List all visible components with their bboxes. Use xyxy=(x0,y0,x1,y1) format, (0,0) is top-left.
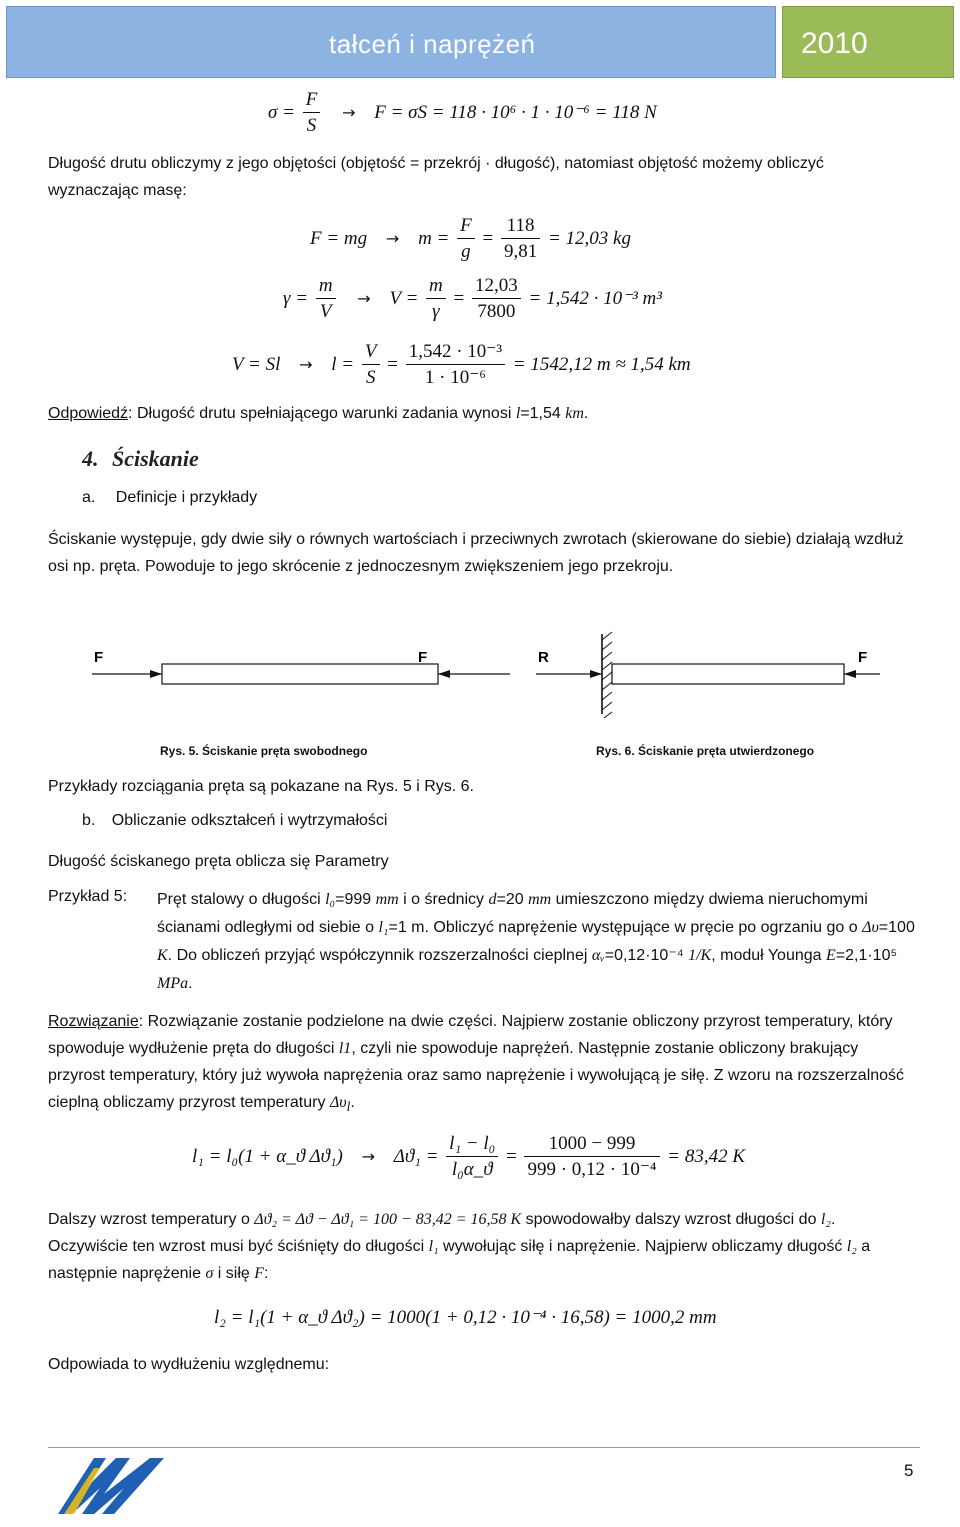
frac-num: F xyxy=(457,214,475,239)
fraction xyxy=(406,340,505,391)
header-title: tałceń i naprężeń xyxy=(329,29,536,59)
answer-text: : Długość drutu spełniającego warunki zadania wynosi xyxy=(128,405,516,422)
figure-caption-6: Rys. 6. Ściskanie pręta utwierdzonego xyxy=(596,744,815,758)
section-number: 4. xyxy=(82,446,99,471)
paragraph-wire-length: Długość drutu obliczymy z jego objętości (objętość = przekrój · długość), natomiast objętość możemy obliczyć wyznaczając masę: xyxy=(48,155,824,199)
var: l₁ xyxy=(378,919,389,936)
text: . Oczywiście ten wzrost musi być ściśnięty do długości xyxy=(48,1211,836,1255)
text: =20 xyxy=(496,891,529,908)
equation-volume: γ = $\frac{m}{V}$ → V = $\frac{m}{\gamma}$ = $\frac{12,03}{7800}$ = 1,542 · 10⁻³ m³ xyxy=(283,274,662,325)
page-header xyxy=(6,6,954,78)
equation-temperature: l₁ = l₀(1 + α_ϑ Δϑ₁) → Δϑ₁ = $\frac{\text{l₁ − l₀}}{\text{l₀α\_ϑ}}$ = $\frac{1000 - 999}{\text{999 · 0,12 · 10⁻⁴}}$ = 83,42 K xyxy=(192,1132,745,1183)
solution-label: Rozwiązanie xyxy=(48,1013,139,1030)
text: =2,1·10⁵ xyxy=(835,947,898,964)
compression-figures xyxy=(80,630,900,720)
var: Δυ xyxy=(862,919,879,936)
fraction xyxy=(446,1132,498,1183)
arrow-icon: → xyxy=(342,102,356,122)
text: . xyxy=(188,975,193,992)
fraction xyxy=(524,1132,659,1183)
frac-num: F xyxy=(303,88,321,113)
frac-num: V xyxy=(362,340,380,365)
var: Δυ xyxy=(329,1094,347,1111)
arrow-head-icon xyxy=(590,670,602,678)
eq-part: V = xyxy=(389,287,419,309)
unit: MPa xyxy=(157,975,189,992)
section-title: Ściskanie xyxy=(112,446,199,471)
frac-num: 118 xyxy=(501,214,540,239)
paragraph-relative-elongation: Odpowiada to wydłużeniu względnemu: xyxy=(48,1356,330,1373)
frac-den: V xyxy=(319,301,332,322)
text: =1 m. Obliczyć naprężenie występujące w pręcie po ogrzaniu go o xyxy=(388,919,863,936)
eq-part: γ = xyxy=(283,287,309,309)
var: σ xyxy=(205,1265,214,1282)
frac-den: 7800 xyxy=(477,301,516,322)
var: αᵥ xyxy=(591,947,605,964)
paragraph-examples: Przykłady rozciągania pręta są pokazane na Rys. 5 i Rys. 6. xyxy=(48,778,474,795)
equation-l2: l₂ = l₁(1 + α_ϑ Δϑ₂) = 1000(1 + 0,12 · 10⁻⁴ · 16,58) = 1000,2 mm xyxy=(214,1307,717,1328)
fraction xyxy=(316,274,336,325)
frac-num: 1000 − 999 xyxy=(524,1132,659,1157)
answer-end: . xyxy=(583,405,589,422)
fraction xyxy=(472,274,521,325)
logo-icon xyxy=(54,1454,168,1518)
paragraph-further-growth xyxy=(48,1206,918,1287)
text: =999 xyxy=(335,891,376,908)
text: umieszczono między dwiema nieruchomymi ścianami odległymi od siebie o xyxy=(157,891,868,936)
unit: K xyxy=(157,947,168,964)
frac-num: m xyxy=(426,274,446,299)
eq-part: l₁ = l₀(1 + α_ϑ Δϑ₁) xyxy=(192,1145,343,1167)
frac-num: m xyxy=(316,274,336,299)
subscript: l xyxy=(346,1099,351,1115)
var: l₂ xyxy=(820,1211,831,1228)
answer-line xyxy=(48,400,918,427)
frac-num: 1,542 · 10⁻³ xyxy=(406,340,505,365)
arrow-icon: → xyxy=(299,354,313,374)
paragraph-compression-definition: Ściskanie występuje, gdy dwie siły o równych wartościach i przeciwnych zwrotach (skierowane do siebie) działają wzdłuż osi np. pręta. Powoduje to jego skrócenie z jednoczesnym zwiększeniem jego przekroju. xyxy=(48,531,904,575)
equation-length: V = Sl → l = $\frac{V}{S}$ = $\frac{\text{1,542 · 10⁻³}}{\text{1 · 10⁻⁶}}$ = 1542,12 m ≈ 1,54 km xyxy=(232,340,691,391)
answer-var: l xyxy=(515,405,521,422)
text: . xyxy=(350,1094,355,1111)
eq-part: V = Sl xyxy=(232,353,281,375)
fraction xyxy=(426,274,446,325)
frac-den: S xyxy=(306,115,317,136)
arrow-head-icon xyxy=(150,670,162,678)
equation-stress xyxy=(268,88,657,139)
force-label: F xyxy=(94,649,104,666)
header-title-bar xyxy=(6,6,776,78)
text: =100 xyxy=(878,919,915,936)
text: Dalszy wzrost temperatury o xyxy=(48,1211,255,1228)
text: , czyli nie spowoduje naprężeń. Następnie zostanie obliczony brakujący przyrost temperatury, który już wywoła naprężenia oraz samo naprężenie i wywołującą je siłę. Z wzoru na rozszerzalność cieplną obliczamy przyrost temperatury xyxy=(48,1040,905,1111)
frac-num: 12,03 xyxy=(472,274,521,299)
subsection-label: b. xyxy=(82,812,96,829)
force-label: F xyxy=(418,649,428,666)
equation-mass: F = mg → m = $\frac{F}{g}$ = $\frac{118}{9,81}$ = 12,03 kg xyxy=(310,214,631,265)
var: l₁ xyxy=(428,1238,439,1255)
eq-result: = 83,42 K xyxy=(667,1145,746,1167)
eq-result: = 1542,12 m ≈ 1,54 km xyxy=(512,353,691,375)
text: =0,12·10⁻⁴ xyxy=(604,947,689,964)
fraction xyxy=(303,88,321,139)
example-text xyxy=(157,886,917,998)
var: l1 xyxy=(338,1040,352,1057)
var: E xyxy=(825,947,836,964)
frac-num: l₁ − l₀ xyxy=(446,1132,498,1157)
frac-den: 9,81 xyxy=(503,241,538,262)
text: : xyxy=(264,1265,269,1282)
unit: mm xyxy=(375,891,399,908)
text: spowodowałby dalszy wzrost długości do xyxy=(521,1211,821,1228)
var: d xyxy=(488,891,497,908)
arrow-icon: → xyxy=(357,288,371,308)
eq-part: Δϑ₁ = xyxy=(393,1145,439,1167)
figure-free-bar xyxy=(92,649,510,684)
answer-unit: km xyxy=(565,405,584,422)
frac-den: S xyxy=(365,367,376,388)
frac-den: γ xyxy=(432,301,440,322)
bar-rect xyxy=(612,664,844,684)
answer-label: Odpowiedź xyxy=(48,405,129,422)
text: i o średnicy xyxy=(398,891,489,908)
var: l₂ xyxy=(846,1238,857,1255)
unit: mm xyxy=(528,891,552,908)
eq-part: F = mg xyxy=(310,227,368,249)
var: F xyxy=(254,1265,265,1282)
header-year-box xyxy=(782,6,954,78)
unit: 1/K xyxy=(688,947,712,964)
eq-part: l = xyxy=(331,353,355,375)
arrow-head-icon xyxy=(844,670,856,678)
header-year: 2010 xyxy=(801,27,868,60)
text: Pręt stalowy o długości xyxy=(157,891,326,908)
force-label: F xyxy=(858,649,868,666)
subsection-b xyxy=(82,812,387,830)
solution-paragraph xyxy=(48,1008,918,1120)
wall-hatch-icon xyxy=(602,632,612,718)
page-number: 5 xyxy=(904,1461,914,1480)
eq-part: m = xyxy=(418,227,450,249)
text: wywołując siłę i naprężenie. Najpierw obliczamy długość xyxy=(438,1238,847,1255)
subsection-title: Definicje i przykłady xyxy=(115,489,258,506)
bar-rect xyxy=(162,664,438,684)
text: , moduł Younga xyxy=(711,947,826,964)
arrow-head-icon xyxy=(438,670,450,678)
arrow-icon: → xyxy=(361,1146,376,1166)
text: : Rozwiązanie zostanie podzielone na dwie części. Najpierw zostanie obliczony przyrost temperatury, który spowoduje wydłużenie pręta do długości xyxy=(48,1013,893,1057)
inline-equation: Δϑ₂ = Δϑ − Δϑ₁ = 100 − 83,42 = 16,58 K xyxy=(254,1211,522,1228)
eq-lhs: σ = xyxy=(268,101,295,123)
subsection-label: a. xyxy=(82,489,96,506)
figure-fixed-bar xyxy=(536,632,880,718)
fraction xyxy=(362,340,380,391)
example-label: Przykład 5: xyxy=(48,888,128,905)
figure-caption-5: Rys. 5. Ściskanie pręta swobodnego xyxy=(160,744,368,758)
arrow-icon: → xyxy=(385,228,400,248)
text: a następnie naprężenie xyxy=(48,1238,871,1282)
subsection-title: Obliczanie odkształceń i wytrzymałości xyxy=(111,812,388,829)
var: l₀ xyxy=(325,891,336,908)
text: i siłę xyxy=(213,1265,255,1282)
eq-result: = 1,542 · 10⁻³ m³ xyxy=(528,287,662,309)
eq-rhs: F = σS = 118 · 10⁶ · 1 · 10⁻⁶ = 118 N xyxy=(374,101,657,123)
answer-value: =1,54 xyxy=(520,405,566,422)
frac-den: 999 · 0,12 · 10⁻⁴ xyxy=(527,1159,657,1180)
subsection-a xyxy=(82,489,257,507)
fraction xyxy=(457,214,475,265)
text: . Do obliczeń przyjąć współczynnik rozszerzalności cieplnej xyxy=(167,947,592,964)
eq-result: = 12,03 kg xyxy=(547,227,631,249)
frac-den: g xyxy=(461,241,471,262)
frac-den: l₀α_ϑ xyxy=(451,1159,493,1180)
footer-divider xyxy=(48,1447,920,1448)
frac-den: 1 · 10⁻⁶ xyxy=(424,367,486,388)
reaction-label: R xyxy=(538,649,549,666)
section-heading xyxy=(82,446,199,472)
fraction xyxy=(501,214,540,265)
paragraph-length-calc: Długość ściskanego pręta oblicza się Parametry xyxy=(48,853,389,870)
